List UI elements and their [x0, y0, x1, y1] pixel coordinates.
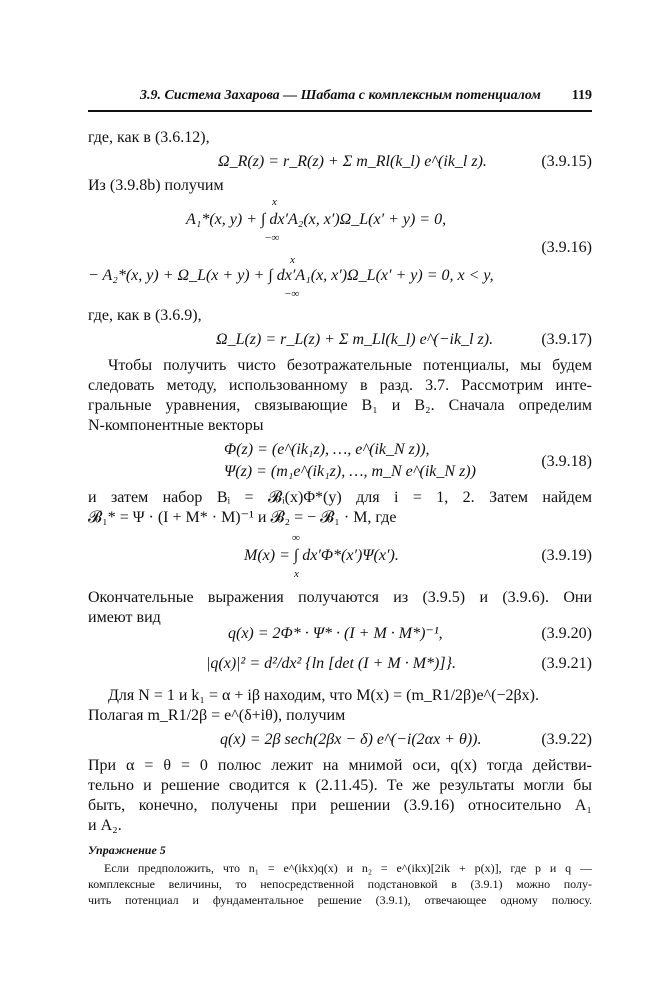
equation-3-9-22: q(x) = 2β sech(2βx − δ) e^(−i(2αx + θ)). [220, 731, 482, 748]
equation-number: (3.9.16) [541, 239, 592, 256]
text-line: и A₂. [88, 817, 122, 834]
text-line: имеют вид [88, 609, 161, 626]
equation-3-9-17: Ω_L(z) = r_L(z) + Σ m_Ll(k_l) e^(−ik_l z). [216, 331, 494, 348]
equation-number: (3.9.19) [541, 547, 592, 564]
integral-upper-limit: ∞ [292, 532, 300, 544]
integral-lower-limit: −∞ [264, 232, 280, 244]
equation-number: (3.9.21) [541, 655, 592, 672]
equation-number: (3.9.20) [541, 625, 592, 642]
equation-number: (3.9.17) [541, 331, 592, 348]
equation-3-9-16a: A₁*(x, y) + ∫ dx′A₂(x, x′)Ω_L(x′ + y) = 0, [186, 211, 447, 228]
integral-lower-limit: x [294, 568, 299, 580]
equation-number: (3.9.22) [541, 731, 592, 748]
equation-3-9-21: |q(x)|² = d²/dx² {ln [det (I + M · M*)]}. [206, 655, 456, 672]
running-header [140, 88, 592, 104]
equation-number: (3.9.15) [541, 153, 592, 170]
text-line: 𝓑₁* = Ψ · (I + M* · M)⁻¹ и 𝓑₂ = − 𝓑₁ · M, где [88, 509, 397, 526]
equation-3-9-16b: − A₂*(x, y) + Ω_L(x + y) + ∫ dx′A₁(x, x′)Ω_L(x′ + y) = 0, x < y, [88, 267, 494, 284]
integral-upper-limit: x [272, 196, 277, 208]
header-rule [88, 110, 592, 112]
text-line: Чтобы получить чисто безотражательные потенциалы, мы будем [108, 357, 592, 374]
text-line: быть, конечно, получены при решении (3.9.16) относительно A₁ [88, 797, 592, 814]
text-line: Для N = 1 и k₁ = α + iβ находим, что M(x) = (m_R1/2β)e^(−2βx). [108, 687, 539, 704]
equation-3-9-18a: Φ(z) = (e^(ik₁z), …, e^(ik_N z)), [224, 441, 430, 458]
text-line: где, как в (3.6.12), [88, 129, 210, 146]
text-line: Окончательные выражения получаются из (3.9.5) и (3.9.6). Они [88, 589, 592, 606]
running-title: 3.9. Система Захарова — Шабата с комплексным потенциалом [140, 88, 541, 103]
text-line: гральные уравнения, связывающие B₁ и B₂. Сначала определим [88, 397, 592, 414]
text-line: N-компонентные векторы [88, 417, 264, 434]
integral-lower-limit: −∞ [284, 288, 300, 300]
text-line: тельно и решение сводится к (2.11.45). Те же результаты могли бы [88, 777, 592, 794]
exercise-title: Упражнение 5 [88, 843, 166, 857]
text-line: следовать методу, использованному в разд. 3.7. Рассмотрим инте- [88, 377, 592, 394]
text-line: где, как в (3.6.9), [88, 307, 202, 324]
exercise-line: чить потенциал и фундаментальное решение (3.9.1), отвечающее одному полюсу. [88, 893, 592, 907]
equation-3-9-18b: Ψ(z) = (m₁e^(ik₁z), …, m_N e^(ik_N z)) [224, 463, 476, 480]
equation-3-9-20: q(x) = 2Φ* · Ψ* · (I + M · M*)⁻¹, [228, 625, 443, 642]
equation-number: (3.9.18) [541, 453, 592, 470]
integral-upper-limit: x [290, 254, 295, 266]
text-line: Из (3.9.8b) получим [88, 177, 224, 194]
exercise-line: Если предположить, что n₁ = e^(ikx)q(x) и n₂ = e^(ikx)[2ik + p(x)], где p и q — [104, 861, 592, 875]
text-line: Полагая m_R1/2β = e^(δ+iθ), получим [88, 707, 346, 724]
page-number: 119 [571, 88, 592, 103]
exercise-line: комплексные величины, то непосредственной подстановкой в (3.9.1) можно полу- [88, 877, 592, 891]
text-line: и затем набор Bᵢ = 𝓑ᵢ(x)Φ*(y) для i = 1, 2. Затем найдем [88, 489, 592, 506]
text-line: При α = θ = 0 полюс лежит на мнимой оси, q(x) тогда действи- [88, 757, 592, 774]
equation-3-9-19: M(x) = ∫ dx′Φ*(x′)Ψ(x′). [244, 547, 399, 564]
equation-3-9-15: Ω_R(z) = r_R(z) + Σ m_Rl(k_l) e^(ik_l z). [218, 153, 487, 170]
